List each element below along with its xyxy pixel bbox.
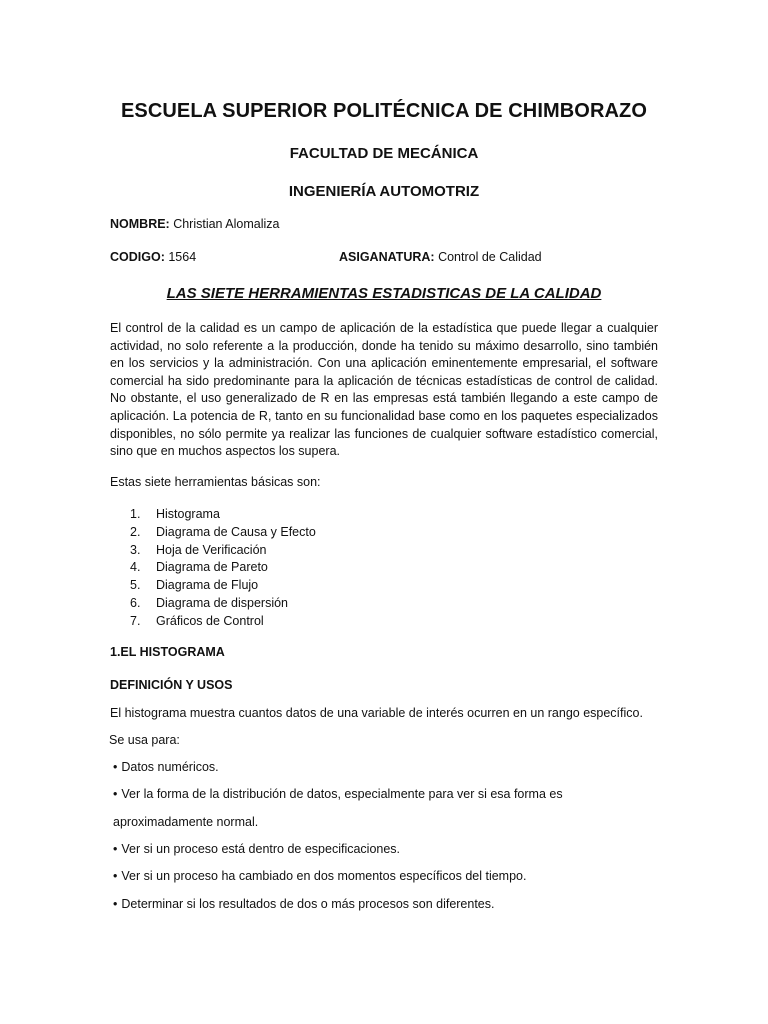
code-label: CODIGO: [110,250,165,264]
list-item [130,613,316,631]
list-item [130,542,316,560]
uses-intro: Se usa para: [109,733,180,747]
bullet-text: Ver si un proceso está dentro de especificaciones. [121,842,401,856]
bullet-text: Datos numéricos. [121,760,219,774]
tools-list [130,506,316,631]
list-item-number: 2. [130,524,141,539]
list-item [130,524,316,542]
list-item [130,595,316,613]
list-item-label: Diagrama de Pareto [156,560,268,575]
list-item-label: Diagrama de dispersión [156,595,289,610]
list-item-label: Histograma [156,507,220,521]
name-value: Christian Alomaliza [169,217,280,231]
bullet-text: Ver si un proceso ha cambiado en dos momentos específicos del tiempo. [121,869,527,883]
list-item-number: 3. [130,542,141,557]
bullet-text: Ver la forma de la distribución de datos, especialmente para ver si esa forma es [121,787,563,801]
document-heading: LAS SIETE HERRAMIENTAS ESTADISTICAS DE LA CALIDAD [166,285,602,302]
list-item [130,506,316,524]
career-title: INGENIERÍA AUTOMOTRIZ [288,183,480,200]
bullet-icon: • [113,869,118,883]
list-item [130,559,316,577]
student-name-field [110,217,279,231]
bullet-icon: • [113,760,118,774]
list-item [130,577,316,595]
intro-paragraph: El control de la calidad es un campo de aplicación de la estadística que puede llegar a cualquier actividad, no solo referente a la producción, donde ha tenido su máximo desarrollo, sino también en los servicios y la administración. Con una aplicación eminentemente empresarial, el software comercial ha sido predominante para la aplicación de técnicas estadísticas de control de calidad. No obstante, el uso generalizado de R en las empresas está también llegando a este campo de aplicación. La potencia de R, tanto en su funcionalidad base como en los paquetes especializados disponibles, no sólo permite ya realizar las funciones de cualquier software estadístico comercial, sino que en muchos aspectos los supera. [110,321,658,459]
list-item-number: 1. [130,507,141,521]
bullet-item [113,897,495,911]
list-item-number: 7. [130,613,141,628]
subject-label: ASIGANATURA: [339,250,435,264]
name-label: NOMBRE: [110,217,170,231]
bullet-text: Determinar si los resultados de dos o más procesos son diferentes. [121,897,495,911]
institution-title: ESCUELA SUPERIOR POLITÉCNICA DE CHIMBORAZO [120,100,648,122]
bullet-item [113,760,219,774]
code-value: 1564 [164,250,197,264]
tools-intro: Estas siete herramientas básicas son: [110,475,321,489]
list-item-label: Gráficos de Control [156,613,264,628]
list-item-number: 6. [130,595,141,610]
bullet-item [113,787,563,801]
section-heading-histogram: 1.EL HISTOGRAMA [110,645,225,659]
list-item-number: 4. [130,560,141,575]
histogram-definition: El histograma muestra cuantos datos de una variable de interés ocurren en un rango específico. [110,706,643,720]
list-item-number: 5. [130,578,141,593]
bullet-item [113,869,526,883]
subject-value: Control de Calidad [434,250,542,264]
bullet-icon: • [113,897,118,911]
bullet-item [113,842,400,856]
section-heading-definition: DEFINICIÓN Y USOS [110,678,233,692]
bullet-icon: • [113,787,118,801]
faculty-title: FACULTAD DE MECÁNICA [289,145,479,162]
student-code-field [110,250,196,264]
list-item-label: Hoja de Verificación [156,542,267,557]
list-item-label: Diagrama de Flujo [156,578,259,593]
subject-field [339,250,542,264]
list-item-label: Diagrama de Causa y Efecto [156,524,316,539]
bullet-continuation: aproximadamente normal. [113,815,259,829]
bullet-icon: • [113,842,118,856]
